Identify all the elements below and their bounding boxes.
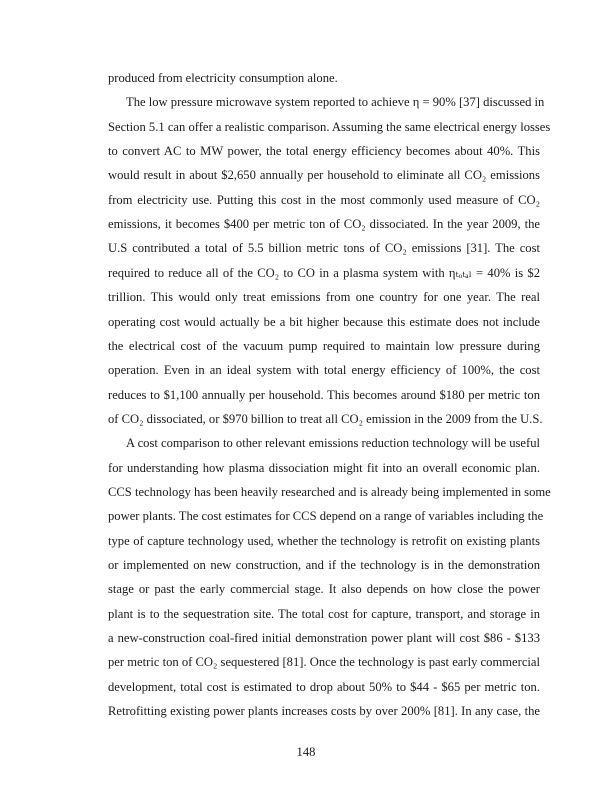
text-line: produced from electricity consumption alone. [108, 71, 338, 85]
text-line: operating cost would actually be a bit higher because this estimate does not include [108, 314, 540, 329]
text-line: Retrofitting existing power plants increases costs by over 200% [81]. In any case, the [108, 704, 540, 719]
text-line: operation. Even in an ideal system with total energy efficiency of 100%, the cost [108, 363, 540, 378]
text-line: trillion. This would only treat emissions from one country for one year. The real [108, 290, 540, 305]
text-line: CCS technology has been heavily researched and is already being implemented in some [108, 484, 551, 499]
text-line: would result in about $2,650 annually per household to eliminate all CO₂ emissions [108, 168, 540, 183]
text-line: reduces to $1,100 annually per household. This becomes around $180 per metric ton [108, 387, 540, 402]
text-line: stage or past the early commercial stage. It also depends on how close the power [108, 582, 540, 597]
text-line: or implemented on new construction, and if the technology is in the demonstration [108, 558, 540, 572]
text-line: the electrical cost of the vacuum pump required to maintain low pressure during [108, 338, 540, 353]
text-line: of CO₂ dissociated, or $970 billion to treat all CO₂ emission in the 2009 from the U.S. [108, 411, 543, 426]
text-line: required to reduce all of the CO₂ to CO in a plasma system with ηₜₒₜₐₗ = 40% is $2 [108, 265, 540, 280]
text-line: development, total cost is estimated to drop about 50% to $44 - $65 per metric ton. [108, 679, 540, 694]
text-line: per metric ton of CO₂ sequestered [81]. Once the technology is past early commercial [108, 655, 540, 670]
text-line: A cost comparison to other relevant emissions reduction technology will be useful [126, 436, 540, 451]
text-line: Section 5.1 can offer a realistic comparison. Assuming the same electrical energy losses [108, 119, 551, 134]
text-line: type of capture technology used, whether the technology is retrofit on existing plants [108, 533, 540, 548]
text-line: plant is to the sequestration site. The total cost for capture, transport, and storage in [108, 606, 540, 621]
text-line: The low pressure microwave system reported to achieve η = 90% [37] discussed in [126, 95, 545, 110]
text-line: to convert AC to MW power, the total energy efficiency becomes about 40%. This [108, 144, 540, 159]
text-line: from electricity use. Putting this cost in the most commonly used measure of CO₂ [108, 192, 540, 207]
text-line: power plants. The cost estimates for CCS depend on a range of variables including the [108, 509, 544, 524]
text-line: for understanding how plasma dissociation might fit into an overall economic plan. [108, 460, 540, 475]
page-number: 148 [296, 745, 316, 759]
text-line: emissions, it becomes $400 per metric ton of CO₂ dissociated. In the year 2009, the [108, 217, 540, 232]
text-line: U.S contributed a total of 5.5 billion metric tons of CO₂ emissions [31]. The cost [108, 241, 540, 256]
text-line: a new-construction coal-fired initial demonstration power plant will cost $86 - $133 [108, 631, 540, 646]
